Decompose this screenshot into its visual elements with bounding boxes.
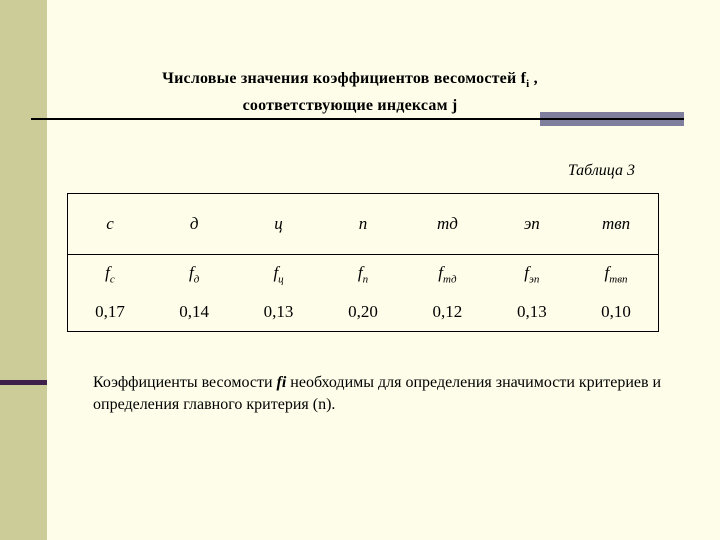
value-cell: 0,14 [179,302,209,321]
title-rule-overlay [540,118,684,120]
symbol-cell: $f_{тд}$ [438,262,457,286]
header-cell: твп [574,194,658,255]
value-cell: 0,13 [263,302,294,321]
left-accent-stripe [0,380,47,385]
symbol-cell: $f_ц$ [273,262,284,286]
title-line-2: соответствующие индексам j [242,97,458,115]
title-rule [31,118,540,120]
slide-title [100,68,600,117]
value-cell: 0,13 [516,302,547,321]
table-caption: Таблица 3 [567,162,635,179]
symbol-row [68,255,659,294]
header-cell: с [68,194,152,255]
value-cell: 0,10 [601,302,631,321]
header-cell: д [152,194,236,255]
coefficient-table [67,193,659,332]
symbol-cell: $f_с$ [105,262,115,286]
value-cell: 0,12 [432,302,463,321]
header-cell: п [321,194,405,255]
left-decor-bar [0,0,47,540]
value-row [68,293,659,332]
symbol-cell: $f_{твп}$ [604,262,628,286]
header-cell: эп [490,194,574,255]
symbol-cell: $f_{эп}$ [524,262,540,286]
explanatory-note: Коэффициенты весомости fi необходимы для определения значимости критериев и определения главного критерия (n). [93,374,662,413]
header-cell: тд [405,194,489,255]
symbol-cell: $f_п$ [357,262,369,286]
title-line-1: Числовые значения коэффициентов весомостей $f_i$ , [162,70,538,91]
value-cell: 0,17 [95,302,125,321]
value-cell: 0,20 [348,302,378,321]
symbol-cell: $f_д$ [188,262,200,286]
header-cell: ц [236,194,320,255]
header-row [68,194,659,255]
